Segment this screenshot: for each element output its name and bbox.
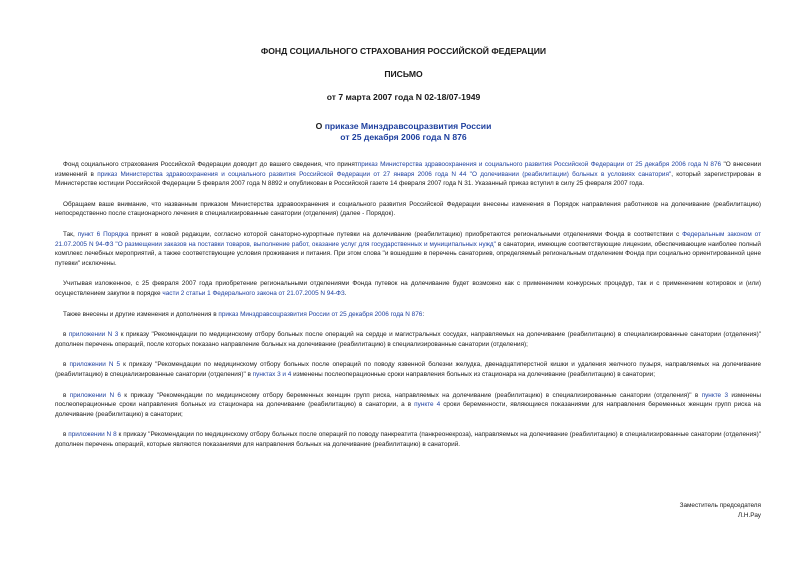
paragraph-text: Также внесены и другие изменения и дополнения в [63, 310, 219, 318]
document-link[interactable]: пункте 4 [414, 401, 441, 409]
subject-link-order[interactable]: приказе Минздравсоцразвития России [324, 121, 492, 131]
paragraph [55, 430, 761, 449]
document-link[interactable]: приказ Министерства здравоохранения и социального развития Российской Федерации от 27 января 2006 года N 44 [97, 170, 467, 178]
document-link[interactable]: пункте 3 [701, 391, 728, 399]
paragraph-text: к приказу "Рекомендации по медицинскому отбору больных после операций по поводу панкреатита (панкреонекроза), направляемых на долечивание (реабилитацию) в специализированные санатории (отделения)" дополнен перечень операций, которые являются показаниями для направления больных на долечивание (реабилитацию) в санаторий. [55, 431, 761, 448]
paragraph-text: изменены послеоперационные сроки направления больных из стационара на долечивание (реабилитацию) в санатории; [291, 370, 655, 378]
document-link[interactable]: "О долечивании (реабилитации) больных в условиях санатория" [466, 170, 672, 178]
paragraph-text: Так, [63, 230, 78, 238]
paragraph-text: Учитывая изложенное, с 25 февраля 2007 года приобретение региональными отделениями Фонда путевок на долечивание будет возможно как с применением конкурсных процедур, так и с применением котировок и (или) осуществлением закупки в порядке [55, 280, 761, 297]
paragraph-text: сроки беременности, являющиеся показаниями для направления беременных женщин групп риска на долечивание (реабилитацию) в санатории; [55, 401, 761, 418]
signature-block [680, 501, 761, 521]
paragraph-text: принят в новой редакции, согласно которой санаторно-курортные путевки на долечивание (реабилитацию) приобретаются региональными отделениями Фонда в соответствии с [128, 230, 683, 238]
document-subject [0, 121, 807, 143]
paragraph-text: к приказу "Рекомендации по медицинскому отбору беременных женщин групп риска, направляемых на долечивание (реабилитацию) в специализированные санатории (отделения)" в [120, 391, 702, 399]
paragraph-text: к приказу "Рекомендации по медицинскому отбору больных после операций по поводу язвенной болезни желудка, двенадцатиперстной кишки и удаления желчного пузыря, направляемых на долечивание (реабилитацию) в специализированные санатории (отделения)" в [55, 361, 762, 378]
document-link[interactable]: Федеральным законом от 21.07.2005 N 94-ФЗ "О размещении заказов на поставки товаров, выполнение работ, оказание услуг для государственных и муниципальных нужд" [55, 230, 762, 248]
paragraph-text: изменены послеоперационные сроки направления больных из стационара на долечивание (реабилитацию) в санатории, а в [55, 391, 761, 409]
document-body [55, 160, 761, 460]
paragraph-text: в санатории, имеющие соответствующие лицензии, обеспечивающие наиболее полный комплекс лечебных мероприятий, а также соответствующие условия проживания и питания. При этом слова "и вошедшие в перечень санаториев, определяемый региональным отделением Фонда при социально ориентированной цене путевки" исключены. [55, 240, 761, 267]
paragraph-text: в [63, 431, 69, 439]
paragraph-text: в [63, 331, 69, 339]
document-link[interactable]: пунктах 3 и 4 [252, 370, 292, 378]
document-type: ПИСЬМО [384, 69, 423, 79]
document-link[interactable]: приказ Министерства здравоохранения и социального развития Российской Федерации от 25 декабря 2006 года N 876 [357, 161, 722, 168]
subject-prefix: О [315, 121, 325, 131]
document-link[interactable]: приложении N 8 [68, 431, 117, 439]
paragraph-text: . [344, 289, 347, 297]
document-link[interactable]: части 2 статьи 1 Федерального закона от 21.07.2005 N 94-ФЗ [162, 289, 345, 297]
paragraph-text: в [63, 391, 70, 399]
document-link[interactable]: приказ Минздравсоцразвития России от 25 декабря 2006 года N 876 [218, 310, 423, 318]
organization-title: ФОНД СОЦИАЛЬНОГО СТРАХОВАНИЯ РОССИЙСКОЙ ФЕДЕРАЦИИ [260, 46, 547, 56]
paragraph-text: к приказу "Рекомендации по медицинскому отбору больных после операций на сердце и магистральных сосудах, направляемых на долечивание (реабилитацию) в специализированные санатории (отделения)" дополнен перечень операций, после которых показано направление больных на долечивание (реабилитацию) в специализированные санатории (отделения); [55, 331, 761, 348]
paragraph-text: , который зарегистрирован в Министерстве юстиции Российской Федерации 5 февраля 2007 года N 8892 и опубликован в Российской газете 14 февраля 2007 года N 31. Указанный приказ вступил в силу 25 февраля 2007 года. [55, 170, 761, 188]
paragraph [55, 160, 761, 189]
document-link[interactable]: пункт 6 Порядка [77, 230, 129, 238]
signatory-title: Заместитель председателя [679, 502, 761, 509]
paragraph-text: Обращаем ваше внимание, что названным приказом Министерства здравоохранения и социального развития Российской Федерации внесены изменения в Порядок направления работников на долечивание (реабилитацию) непосредственно после стационарного лечения в специализированные санатории (отделения) (далее - Порядок). [55, 200, 761, 218]
signatory-name: Л.Н.Рау [737, 512, 761, 519]
paragraph [55, 330, 761, 349]
document-link[interactable]: приложении N 6 [69, 391, 121, 399]
paragraph [55, 279, 761, 298]
paragraph-text: Фонд социального страхования Российской Федерации доводит до вашего сведения, что принят [63, 161, 358, 168]
paragraph [55, 391, 761, 420]
paragraph-text: : [422, 310, 425, 318]
paragraph-text: в [63, 361, 70, 369]
document-link[interactable]: приложении N 5 [69, 361, 121, 369]
paragraph [55, 360, 761, 379]
document-date: от 7 марта 2007 года N 02-18/07-1949 [326, 92, 481, 102]
document-link[interactable]: приложении N 3 [68, 331, 119, 339]
paragraph [55, 310, 761, 320]
subject-link-date[interactable]: от 25 декабря 2006 года N 876 [340, 132, 467, 142]
paragraph [55, 230, 761, 268]
paragraph [55, 200, 761, 219]
paragraph-text: "О внесении изменений в [55, 161, 762, 178]
